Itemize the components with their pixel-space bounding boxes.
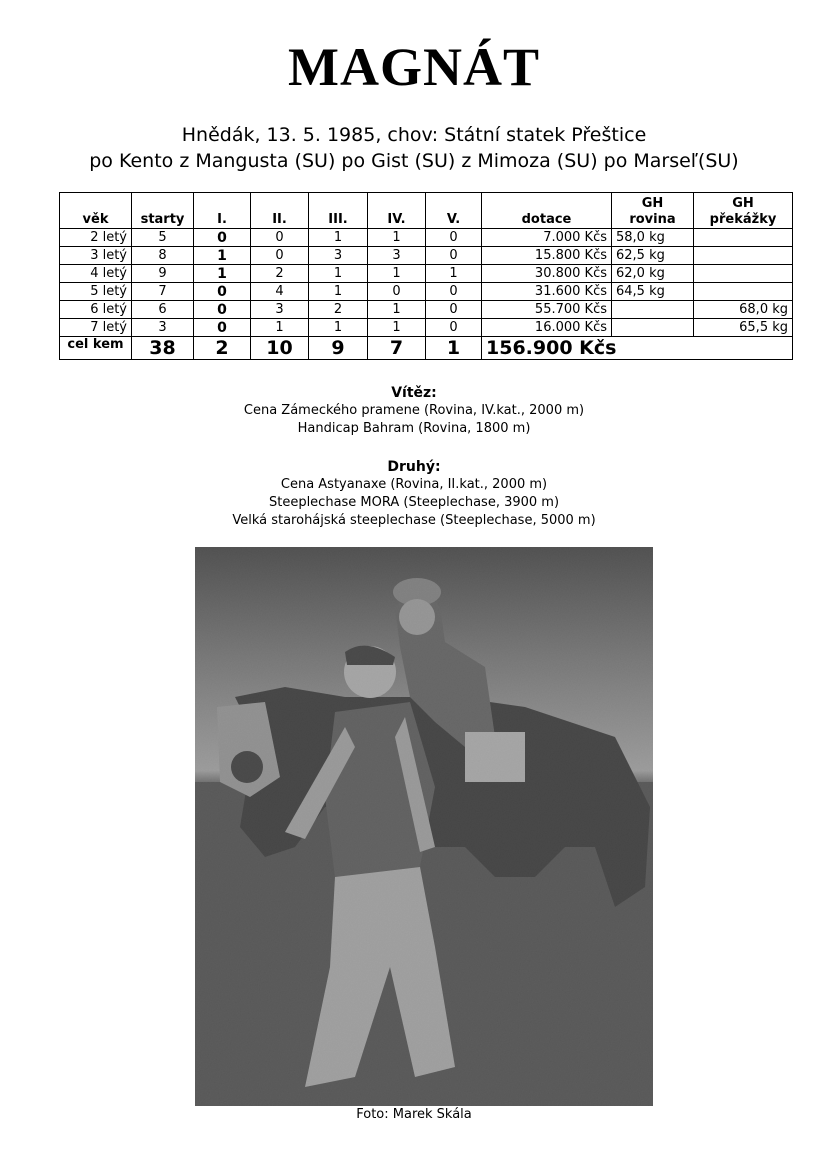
row-place-3: 3 xyxy=(309,247,368,265)
row-gh-prekazky xyxy=(694,283,793,301)
row-gh-prekazky xyxy=(694,265,793,283)
row-gh-prekazky: 68,0 kg xyxy=(694,301,793,319)
row-vek: 5 letý xyxy=(60,283,132,301)
row-place-5: 1 xyxy=(426,265,482,283)
total-dotace: 156.900 Kčs xyxy=(482,337,793,360)
table-row xyxy=(60,247,793,265)
horse-photo-icon xyxy=(195,547,653,1106)
row-place-4: 1 xyxy=(368,229,426,247)
second-heading: Druhý: xyxy=(387,459,441,475)
row-dotace: 16.000 Kčs xyxy=(482,319,612,337)
winner-heading: Vítěz: xyxy=(391,385,437,401)
horse-info: Hnědák, 13. 5. 1985, chov: Státní statek Přeštice xyxy=(181,124,647,146)
row-place-1: 0 xyxy=(194,229,251,247)
row-starty: 7 xyxy=(132,283,194,301)
table-row xyxy=(60,265,793,283)
row-gh-rovina: 64,5 kg xyxy=(612,283,694,301)
row-gh-rovina: 58,0 kg xyxy=(612,229,694,247)
row-place-3: 2 xyxy=(309,301,368,319)
header-dotace: dotace xyxy=(482,193,612,229)
row-place-2: 0 xyxy=(251,247,309,265)
row-place-5: 0 xyxy=(426,247,482,265)
header-place-3: III. xyxy=(309,193,368,229)
row-starty: 5 xyxy=(132,229,194,247)
row-dotace: 15.800 Kčs xyxy=(482,247,612,265)
second-section xyxy=(0,458,828,530)
row-vek: 7 letý xyxy=(60,319,132,337)
row-vek: 6 letý xyxy=(60,301,132,319)
row-starty: 8 xyxy=(132,247,194,265)
row-place-4: 1 xyxy=(368,319,426,337)
row-gh-prekazky: 65,5 kg xyxy=(694,319,793,337)
page-title: MAGNÁT xyxy=(288,37,540,97)
row-place-5: 0 xyxy=(426,283,482,301)
table-row xyxy=(60,283,793,301)
total-starty: 38 xyxy=(132,337,194,360)
total-place-1: 2 xyxy=(194,337,251,360)
header-place-1: I. xyxy=(194,193,251,229)
header-starty: starty xyxy=(132,193,194,229)
header-vek: věk xyxy=(60,193,132,229)
row-place-4: 1 xyxy=(368,301,426,319)
row-gh-rovina xyxy=(612,319,694,337)
row-gh-rovina: 62,0 kg xyxy=(612,265,694,283)
row-gh-prekazky xyxy=(694,229,793,247)
row-place-4: 0 xyxy=(368,283,426,301)
row-place-4: 3 xyxy=(368,247,426,265)
total-place-2: 10 xyxy=(251,337,309,360)
row-place-5: 0 xyxy=(426,319,482,337)
row-place-2: 4 xyxy=(251,283,309,301)
total-place-5: 1 xyxy=(426,337,482,360)
winner-race-1: Cena Zámeckého pramene (Rovina, IV.kat., 2000 m) xyxy=(243,403,585,418)
row-dotace: 31.600 Kčs xyxy=(482,283,612,301)
row-place-5: 0 xyxy=(426,229,482,247)
row-vek: 2 letý xyxy=(60,229,132,247)
row-dotace: 55.700 Kčs xyxy=(482,301,612,319)
row-place-3: 1 xyxy=(309,265,368,283)
row-dotace: 30.800 Kčs xyxy=(482,265,612,283)
row-gh-prekazky xyxy=(694,247,793,265)
row-place-3: 1 xyxy=(309,229,368,247)
header-gh-prekazky: GH překážky xyxy=(694,193,793,229)
race-stats-table xyxy=(59,192,793,360)
row-place-1: 0 xyxy=(194,283,251,301)
row-place-2: 2 xyxy=(251,265,309,283)
row-gh-rovina xyxy=(612,301,694,319)
row-starty: 9 xyxy=(132,265,194,283)
row-place-2: 0 xyxy=(251,229,309,247)
second-race-2: Steeplechase MORA (Steeplechase, 3900 m) xyxy=(268,495,560,510)
row-place-2: 3 xyxy=(251,301,309,319)
row-starty: 3 xyxy=(132,319,194,337)
total-label: cel kem xyxy=(60,337,132,360)
total-place-4: 7 xyxy=(368,337,426,360)
photo-caption: Foto: Marek Skála xyxy=(356,1107,472,1122)
row-gh-rovina: 62,5 kg xyxy=(612,247,694,265)
row-vek: 4 letý xyxy=(60,265,132,283)
row-place-5: 0 xyxy=(426,301,482,319)
total-place-3: 9 xyxy=(309,337,368,360)
row-place-1: 0 xyxy=(194,301,251,319)
row-vek: 3 letý xyxy=(60,247,132,265)
row-place-3: 1 xyxy=(309,319,368,337)
row-place-1: 1 xyxy=(194,247,251,265)
header-place-4: IV. xyxy=(368,193,426,229)
header-gh-rovina: GH rovina xyxy=(612,193,694,229)
header-place-2: II. xyxy=(251,193,309,229)
winner-section xyxy=(0,384,828,438)
table-row xyxy=(60,301,793,319)
row-place-4: 1 xyxy=(368,265,426,283)
table-total-row xyxy=(60,337,793,360)
row-dotace: 7.000 Kčs xyxy=(482,229,612,247)
horse-pedigree: po Kento z Mangusta (SU) po Gist (SU) z Mimoza (SU) po Marseľ(SU) xyxy=(89,150,739,172)
winner-race-2: Handicap Bahram (Rovina, 1800 m) xyxy=(297,421,531,436)
row-place-1: 0 xyxy=(194,319,251,337)
row-place-1: 1 xyxy=(194,265,251,283)
row-starty: 6 xyxy=(132,301,194,319)
header-place-5: V. xyxy=(426,193,482,229)
table-row xyxy=(60,229,793,247)
row-place-2: 1 xyxy=(251,319,309,337)
row-place-3: 1 xyxy=(309,283,368,301)
second-race-3: Velká starohájská steeplechase (Steeplechase, 5000 m) xyxy=(232,513,596,528)
second-race-1: Cena Astyanaxe (Rovina, II.kat., 2000 m) xyxy=(280,477,548,492)
table-row xyxy=(60,319,793,337)
horse-photo xyxy=(195,547,653,1106)
table-header-row xyxy=(60,193,793,229)
